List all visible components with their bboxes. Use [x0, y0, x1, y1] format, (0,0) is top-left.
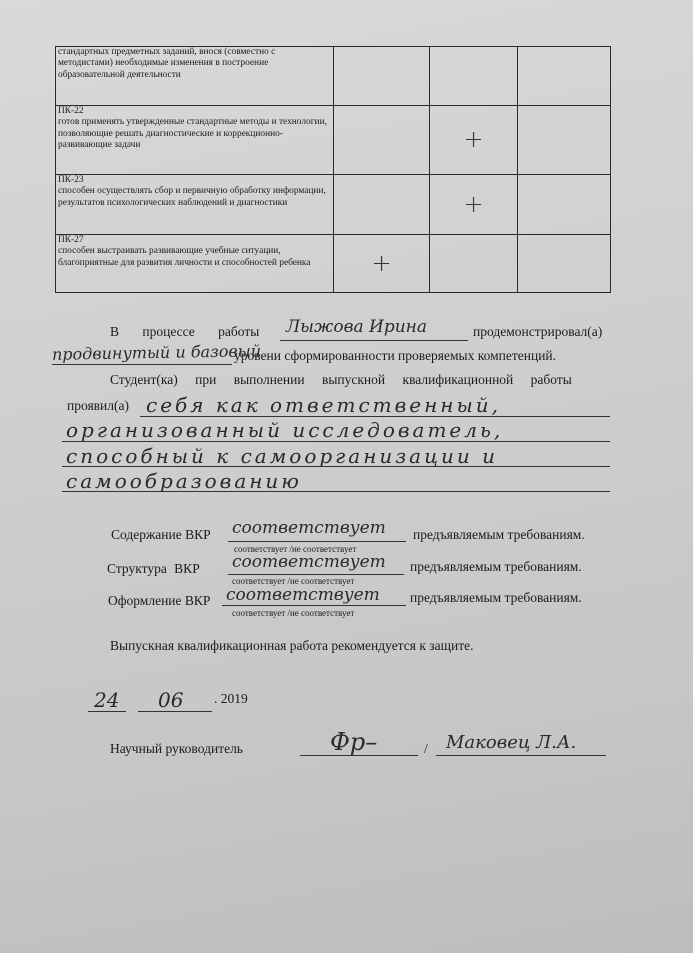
supervisor-signature: Фр–: [330, 728, 378, 756]
assessment-tail: предъявляемым требованиям.: [413, 527, 585, 542]
mark-cell: [334, 175, 430, 235]
mark-cell: [518, 47, 611, 106]
assessment-tail: предъявляемым требованиям.: [410, 590, 582, 605]
mark-cell: [518, 106, 611, 175]
mark-cell: [518, 175, 611, 235]
assessment-value: соответствует: [232, 552, 386, 572]
paragraph-verb: продемонстрировал(а): [473, 324, 603, 339]
table-row: [56, 47, 611, 106]
mark-cell: [430, 235, 518, 293]
handwritten-line: самообразованию: [66, 469, 302, 493]
plus-mark: +: [430, 175, 518, 235]
paragraph-suffix: уровени сформированности проверяемых компетенций.: [234, 348, 557, 363]
competency-table: [55, 46, 611, 293]
plus-mark: +: [430, 106, 518, 175]
table-row: [56, 106, 611, 175]
competency-text: ПК-27 способен выстраивать развивающие учебные ситуации, благоприятные для развития личности и способностей ребенка: [56, 235, 334, 293]
competency-text: ПК-23 способен осуществлять сбор и первичную обработку информации, результатов психологических наблюдений и диагностики: [56, 175, 334, 235]
value-underline: [228, 541, 406, 542]
assessment-hint: соответствует /не соответствует: [232, 576, 355, 586]
competency-text: стандартных предметных заданий, внося (совместно с методистами) необходимые изменения в построение образовательной деятельности: [56, 47, 334, 106]
mark-cell: [334, 47, 430, 106]
paragraph-prefix: В процессе работы: [110, 324, 260, 339]
handwritten-line: способный к самоорганизации и: [66, 444, 499, 468]
date-day: 24: [94, 688, 120, 712]
table-row: [56, 175, 611, 235]
date-year: . 2019: [214, 691, 248, 706]
assessment-value: соответствует: [232, 518, 386, 538]
name-underline: [436, 755, 606, 756]
paragraph2-label: проявил(а): [67, 398, 129, 413]
supervisor-label: Научный руководитель: [110, 741, 243, 756]
assessment-label: Содержание ВКР: [111, 527, 211, 542]
plus-mark: +: [334, 235, 430, 293]
assessment-hint: соответствует /не соответствует: [234, 544, 357, 554]
paragraph2-lead: Студент(ка) при выполнении выпускной квалификационной работы: [110, 372, 572, 387]
signature-underline: [300, 755, 418, 756]
levels-underline: [52, 364, 232, 365]
handwritten-line: организованный исследователь,: [66, 418, 504, 442]
handwritten-line: себя как ответственный,: [146, 393, 501, 417]
separator-slash: /: [424, 741, 428, 756]
value-underline: [228, 574, 404, 575]
name-underline: [280, 340, 468, 341]
assessment-hint: соответствует /не соответствует: [232, 608, 355, 618]
recommendation-text: Выпускная квалификационная работа рекомендуется к защите.: [110, 638, 474, 653]
mark-cell: [518, 235, 611, 293]
assessment-label: Оформление ВКР: [108, 593, 211, 608]
assessment-label: Структура ВКР: [107, 561, 200, 576]
mark-cell: [334, 106, 430, 175]
mark-cell: [430, 47, 518, 106]
value-underline: [222, 605, 406, 606]
competency-text: ПК-22 готов применять утвержденные стандартные методы и технологии, позволяющие решать диагностические и коррекционно-развивающие задачи: [56, 106, 334, 175]
assessment-value: соответствует: [226, 585, 380, 605]
levels-handwritten: продвинутый и базовый: [51, 341, 262, 364]
date-underline: [138, 711, 212, 712]
assessment-tail: предъявляемым требованиям.: [410, 559, 582, 574]
supervisor-name: Маковец Л.А.: [446, 732, 577, 753]
date-month: 06: [158, 688, 184, 712]
date-underline: [88, 711, 126, 712]
table-row: [56, 235, 611, 293]
student-name: Лыжова Ирина: [286, 317, 428, 337]
